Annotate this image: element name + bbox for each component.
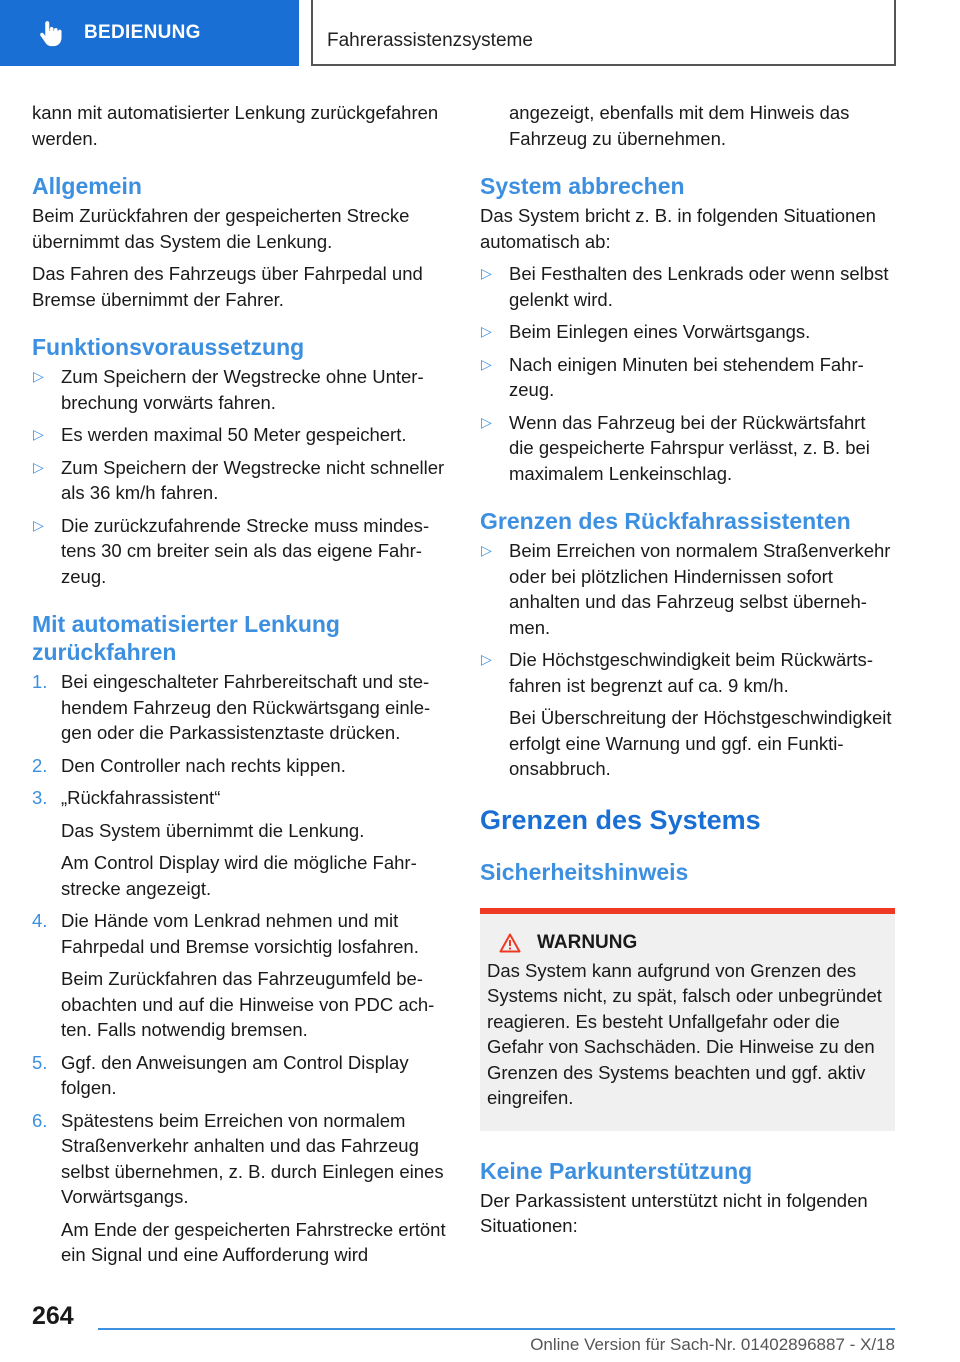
triangle-bullet-icon: ▷: [481, 323, 492, 339]
section-tab: [0, 0, 299, 66]
list-item: ▷ Bei Festhalten des Lenkrads oder wenn selbst gelenkt wird.: [481, 263, 889, 310]
chapter-title: Fahrerassistenzsysteme: [327, 30, 533, 51]
warning-text: Das System kann aufgrund von Grenzen des Systems nicht, zu spät, falsch oder unbegründet reagieren. Es besteht Unfallgefahr oder die Gefahr von Sachschäden. Die Hinweise zu den Grenzen des Systems beachten und ggf. aktiv eingreifen.: [487, 959, 882, 1108]
heading-allgemein: Allgemein: [32, 173, 142, 199]
warning-label: WARNUNG: [537, 931, 638, 953]
step-item: 3. „Rückfahrassistent“ Das System übernimmt die Lenkung. Am Control Display wird die mögliche Fahrstrecke angezeigt.: [32, 787, 417, 899]
list-item: ▷ Beim Erreichen von normalem Straßenverkehr oder bei plötzlichen Hindernissen sofort anhalten und das Fahrzeug selbst übernehmen.: [481, 540, 891, 638]
intro-text: kann mit automatisierter Lenkung zurückgefahren werden.: [32, 102, 439, 149]
chapter-tab: [311, 0, 896, 66]
list-item: ▷ Nach einigen Minuten bei stehendem Fahrzeug.: [481, 353, 864, 400]
step-item: 5. Ggf. den Anweisungen am Control Display folgen.: [32, 1051, 409, 1098]
footer-divider: [98, 1328, 895, 1330]
step-number: 6.: [32, 1109, 48, 1131]
abort-list: [480, 261, 895, 486]
triangle-bullet-icon: ▷: [33, 368, 44, 384]
continued-text: angezeigt, ebenfalls mit dem Hinweis das Fahrzeug zu übernehmen.: [509, 102, 850, 149]
step-number: 2.: [32, 754, 48, 776]
step-item: 1. Bei eingeschalteter Fahrbereitschaft und stehendem Fahrzeug den Rückwärtsgang einlegen oder die Parkassistenztaste drücken.: [32, 671, 431, 743]
list-item: ▷ Zum Speichern der Wegstrecke ohne Unterbrechung vorwärts fahren.: [33, 366, 424, 413]
triangle-bullet-icon: ▷: [481, 542, 492, 558]
triangle-bullet-icon: ▷: [33, 458, 44, 475]
step-item: 2. Den Controller nach rechts kippen.: [32, 753, 447, 779]
warning-triangle-icon: [499, 933, 521, 953]
requirements-list: [32, 364, 447, 589]
triangle-bullet-icon: ▷: [481, 651, 492, 667]
step-number: 5.: [32, 1051, 48, 1073]
hand-pointer-icon: [36, 18, 66, 48]
triangle-bullet-icon: ▷: [481, 355, 492, 372]
paragraph: Der Parkassistent unterstützt nicht in folgenden Situationen:: [480, 1189, 868, 1236]
paragraph: Das System bricht z. B. in folgenden Situationen automatisch ab:: [480, 205, 876, 252]
step-number: 1.: [32, 671, 48, 692]
paragraph: Beim Zurückfahren der gespeicherten Strecke übernimmt das System die Lenkung.: [32, 205, 410, 252]
heading-lenkung: Mit automatisierter Lenkung zurückfahren: [32, 611, 340, 665]
heading-keine-parkunterstuetzung: Keine Parkunterstützung: [480, 1157, 753, 1184]
right-column: [480, 100, 895, 1246]
warning-header: [487, 932, 887, 954]
list-item: ▷ Beim Einlegen eines Vorwärtsgangs.: [480, 319, 895, 345]
triangle-bullet-icon: ▷: [33, 516, 44, 533]
step-item: 6. Spätestens beim Erreichen von normalem Straßenverkehr anhalten und das Fahrzeug selbst übernehmen, z. B. durch Einlegen eines Vorwärtsgangs. Am Ende der gespeicherten Fahrstrecke ertönt ein Signal und eine Aufforderung wird: [32, 1109, 446, 1265]
heading-system-abbrechen: System abbrechen: [480, 173, 685, 199]
steps-list: [32, 669, 447, 1268]
step-number: 4.: [32, 910, 48, 931]
heading-grenzen-des-systems: Grenzen des Systems: [480, 804, 761, 835]
heading-sicherheitshinweis: Sicherheitshinweis: [480, 858, 689, 885]
step-number: 3.: [32, 787, 48, 808]
list-item: ▷ Wenn das Fahrzeug bei der Rückwärtsfahrt die gespeicherte Fahrspur verlässt, z. B. bei maximalem Lenkeinschlag.: [481, 411, 870, 484]
triangle-bullet-icon: ▷: [481, 413, 492, 430]
triangle-bullet-icon: ▷: [33, 426, 44, 442]
page-number: 264: [32, 1302, 74, 1330]
triangle-bullet-icon: ▷: [481, 265, 492, 281]
heading-funktionsvoraussetzung: Funktionsvoraussetzung: [32, 334, 305, 360]
step-item: 4. Die Hände vom Lenkrad nehmen und mit Fahrpedal und Bremse vorsichtig losfahren. Beim Zurückfahren das Fahrzeugumfeld beobachten und auf die Hinweise von PDC achten. Falls notwendig bremsen.: [32, 910, 435, 1040]
list-item: ▷ Zum Speichern der Wegstrecke nicht schneller als 36 km/h fahren.: [33, 456, 445, 503]
list-item: ▷ Es werden maximal 50 Meter gespeichert.: [32, 422, 447, 448]
list-item: ▷ Die Höchstgeschwindigkeit beim Rückwärtsfahren ist begrenzt auf ca. 9 km/h. Bei Überschreitung der Höchstgeschwindigkeit erfolgt eine Warnung und ggf. ein Funktionsabbruch.: [481, 649, 892, 779]
left-column: [32, 100, 447, 1275]
paragraph: Das Fahren des Fahrzeugs über Fahrpedal und Bremse übernimmt der Fahrer.: [32, 263, 423, 310]
list-item: ▷ Die zurückzufahrende Strecke muss mindestens 30 cm breiter sein als das eigene Fahrzeug.: [33, 514, 430, 587]
warning-box: [480, 908, 895, 1131]
footer-version: Online Version für Sach-Nr. 01402896887 - X/18: [530, 1335, 895, 1354]
heading-grenzen-rueckfahrassistent: Grenzen des Rückfahrassistenten: [480, 508, 851, 534]
limits-list: [480, 538, 895, 782]
section-title: BEDIENUNG: [84, 22, 201, 43]
